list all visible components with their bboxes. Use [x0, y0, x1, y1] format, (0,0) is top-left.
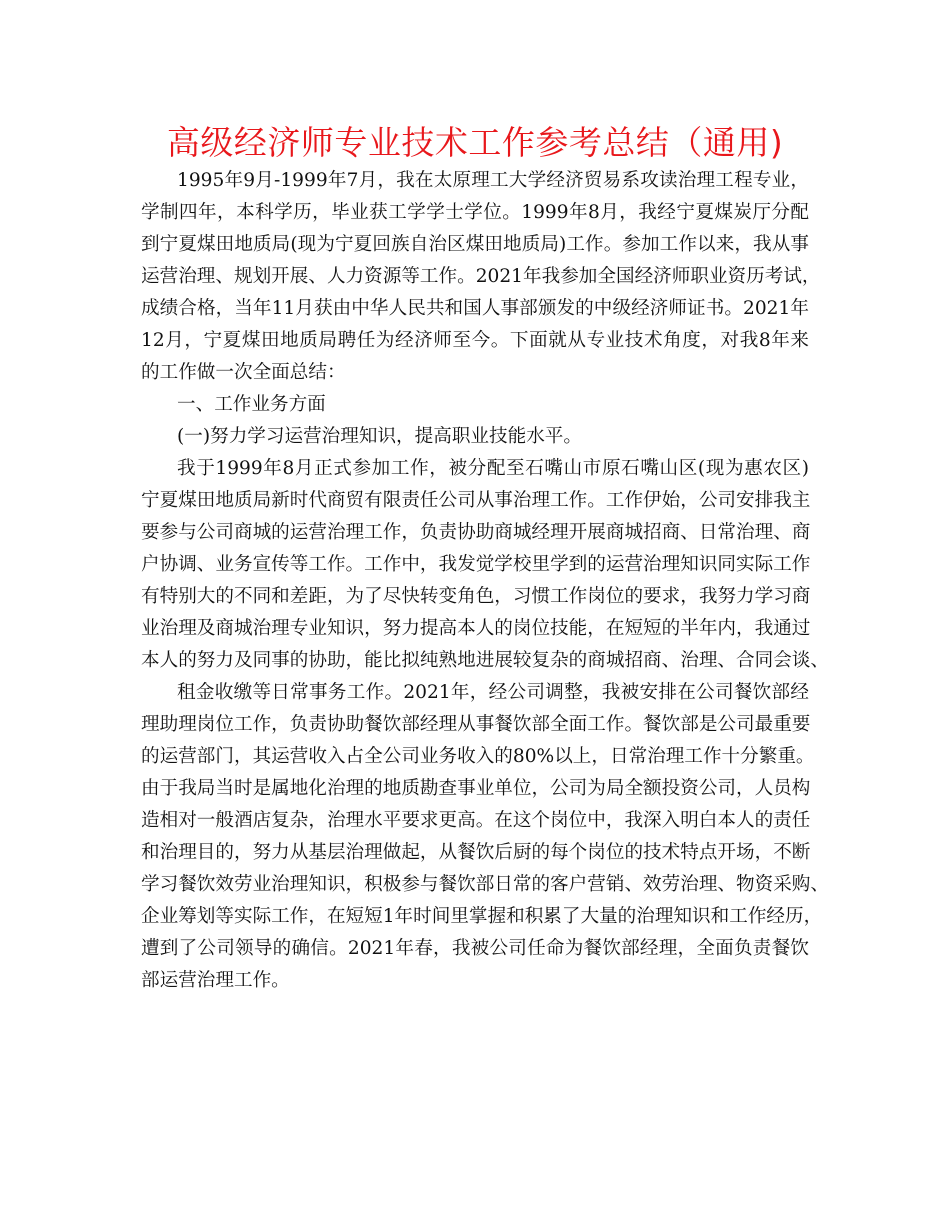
text-line: 要参与公司商城的运营治理工作，负责协助商城经理开展商城招商、日常治理、商 [141, 522, 811, 543]
text-line: 宁夏煤田地质局新时代商贸有限责任公司从事治理工作。工作伊始，公司安排我主 [141, 490, 811, 511]
text-line: 成绩合格，当年11月获由中华人民共和国人事部颁发的中级经济师证书。2021年 [141, 298, 809, 319]
text-line: 我于1999年8月正式参加工作，被分配至石嘴山市原石嘴山区(现为惠农区) [177, 458, 809, 479]
text-line: 企业筹划等实际工作，在短短1年时间里掌握和积累了大量的治理知识和工作经历， [141, 906, 823, 927]
text-line: 学制四年，本科学历，毕业获工学学士学位。1999年8月，我经宁夏煤炭厅分配 [141, 202, 809, 223]
text-line: 户协调、业务宣传等工作。工作中，我发觉学校里学到的运营治理知识同实际工作 [141, 554, 811, 575]
text-line: 12月，宁夏煤田地质局聘任为经济师至今。下面就从专业技术角度，对我8年来 [141, 330, 809, 351]
subsection-heading: (一)努力学习运营治理知识，提高职业技能水平。 [177, 426, 582, 447]
text-line: 本人的努力及同事的协助，能比拟纯熟地进展较复杂的商城招商、治理、合同会谈、 [141, 650, 829, 671]
text-line: 学习餐饮效劳业治理知识，积极参与餐饮部日常的客户营销、效劳治理、物资采购、 [141, 874, 829, 895]
text-line: 的工作做一次全面总结： [141, 362, 346, 383]
text-line: 理助理岗位工作，负责协助餐饮部经理从事餐饮部全面工作。餐饮部是公司最重要 [141, 714, 811, 735]
text-line: 造相对一般酒店复杂，治理水平要求更高。在这个岗位中，我深入明白本人的责任 [141, 810, 811, 831]
text-line: 和治理目的，努力从基层治理做起，从餐饮后厨的每个岗位的技术特点开场，不断 [141, 842, 811, 863]
text-line: 1995年9月-1999年7月，我在太原理工大学经济贸易系攻读治理工程专业， [177, 170, 809, 191]
text-line: 租金收缴等日常事务工作。2021年，经公司调整，我被安排在公司餐饮部经 [177, 682, 809, 703]
text-line: 运营治理、规划开展、人力资源等工作。2021年我参加全国经济师职业资历考试， [141, 266, 821, 287]
text-line: 到宁夏煤田地质局(现为宁夏回族自治区煤田地质局)工作。参加工作以来，我从事 [141, 234, 809, 255]
text-line: 的运营部门，其运营收入占全公司业务收入的80%以上，日常治理工作十分繁重。 [141, 746, 815, 767]
text-line: 由于我局当时是属地化治理的地质勘查事业单位，公司为局全额投资公司，人员构 [141, 778, 811, 799]
text-line: 业治理及商城治理专业知识，努力提高本人的岗位技能，在短短的半年内，我通过 [141, 618, 811, 639]
text-line: 遭到了公司领导的确信。2021年春，我被公司任命为餐饮部经理，全面负责餐饮 [141, 938, 809, 959]
section-heading: 一、工作业务方面 [177, 394, 326, 415]
text-line: 部运营治理工作。 [141, 970, 290, 991]
document-title: 高级经济师专业技术工作参考总结（通用) [166, 123, 784, 162]
text-line: 有特别大的不同和差距，为了尽快转变角色，习惯工作岗位的要求，我努力学习商 [141, 586, 811, 607]
